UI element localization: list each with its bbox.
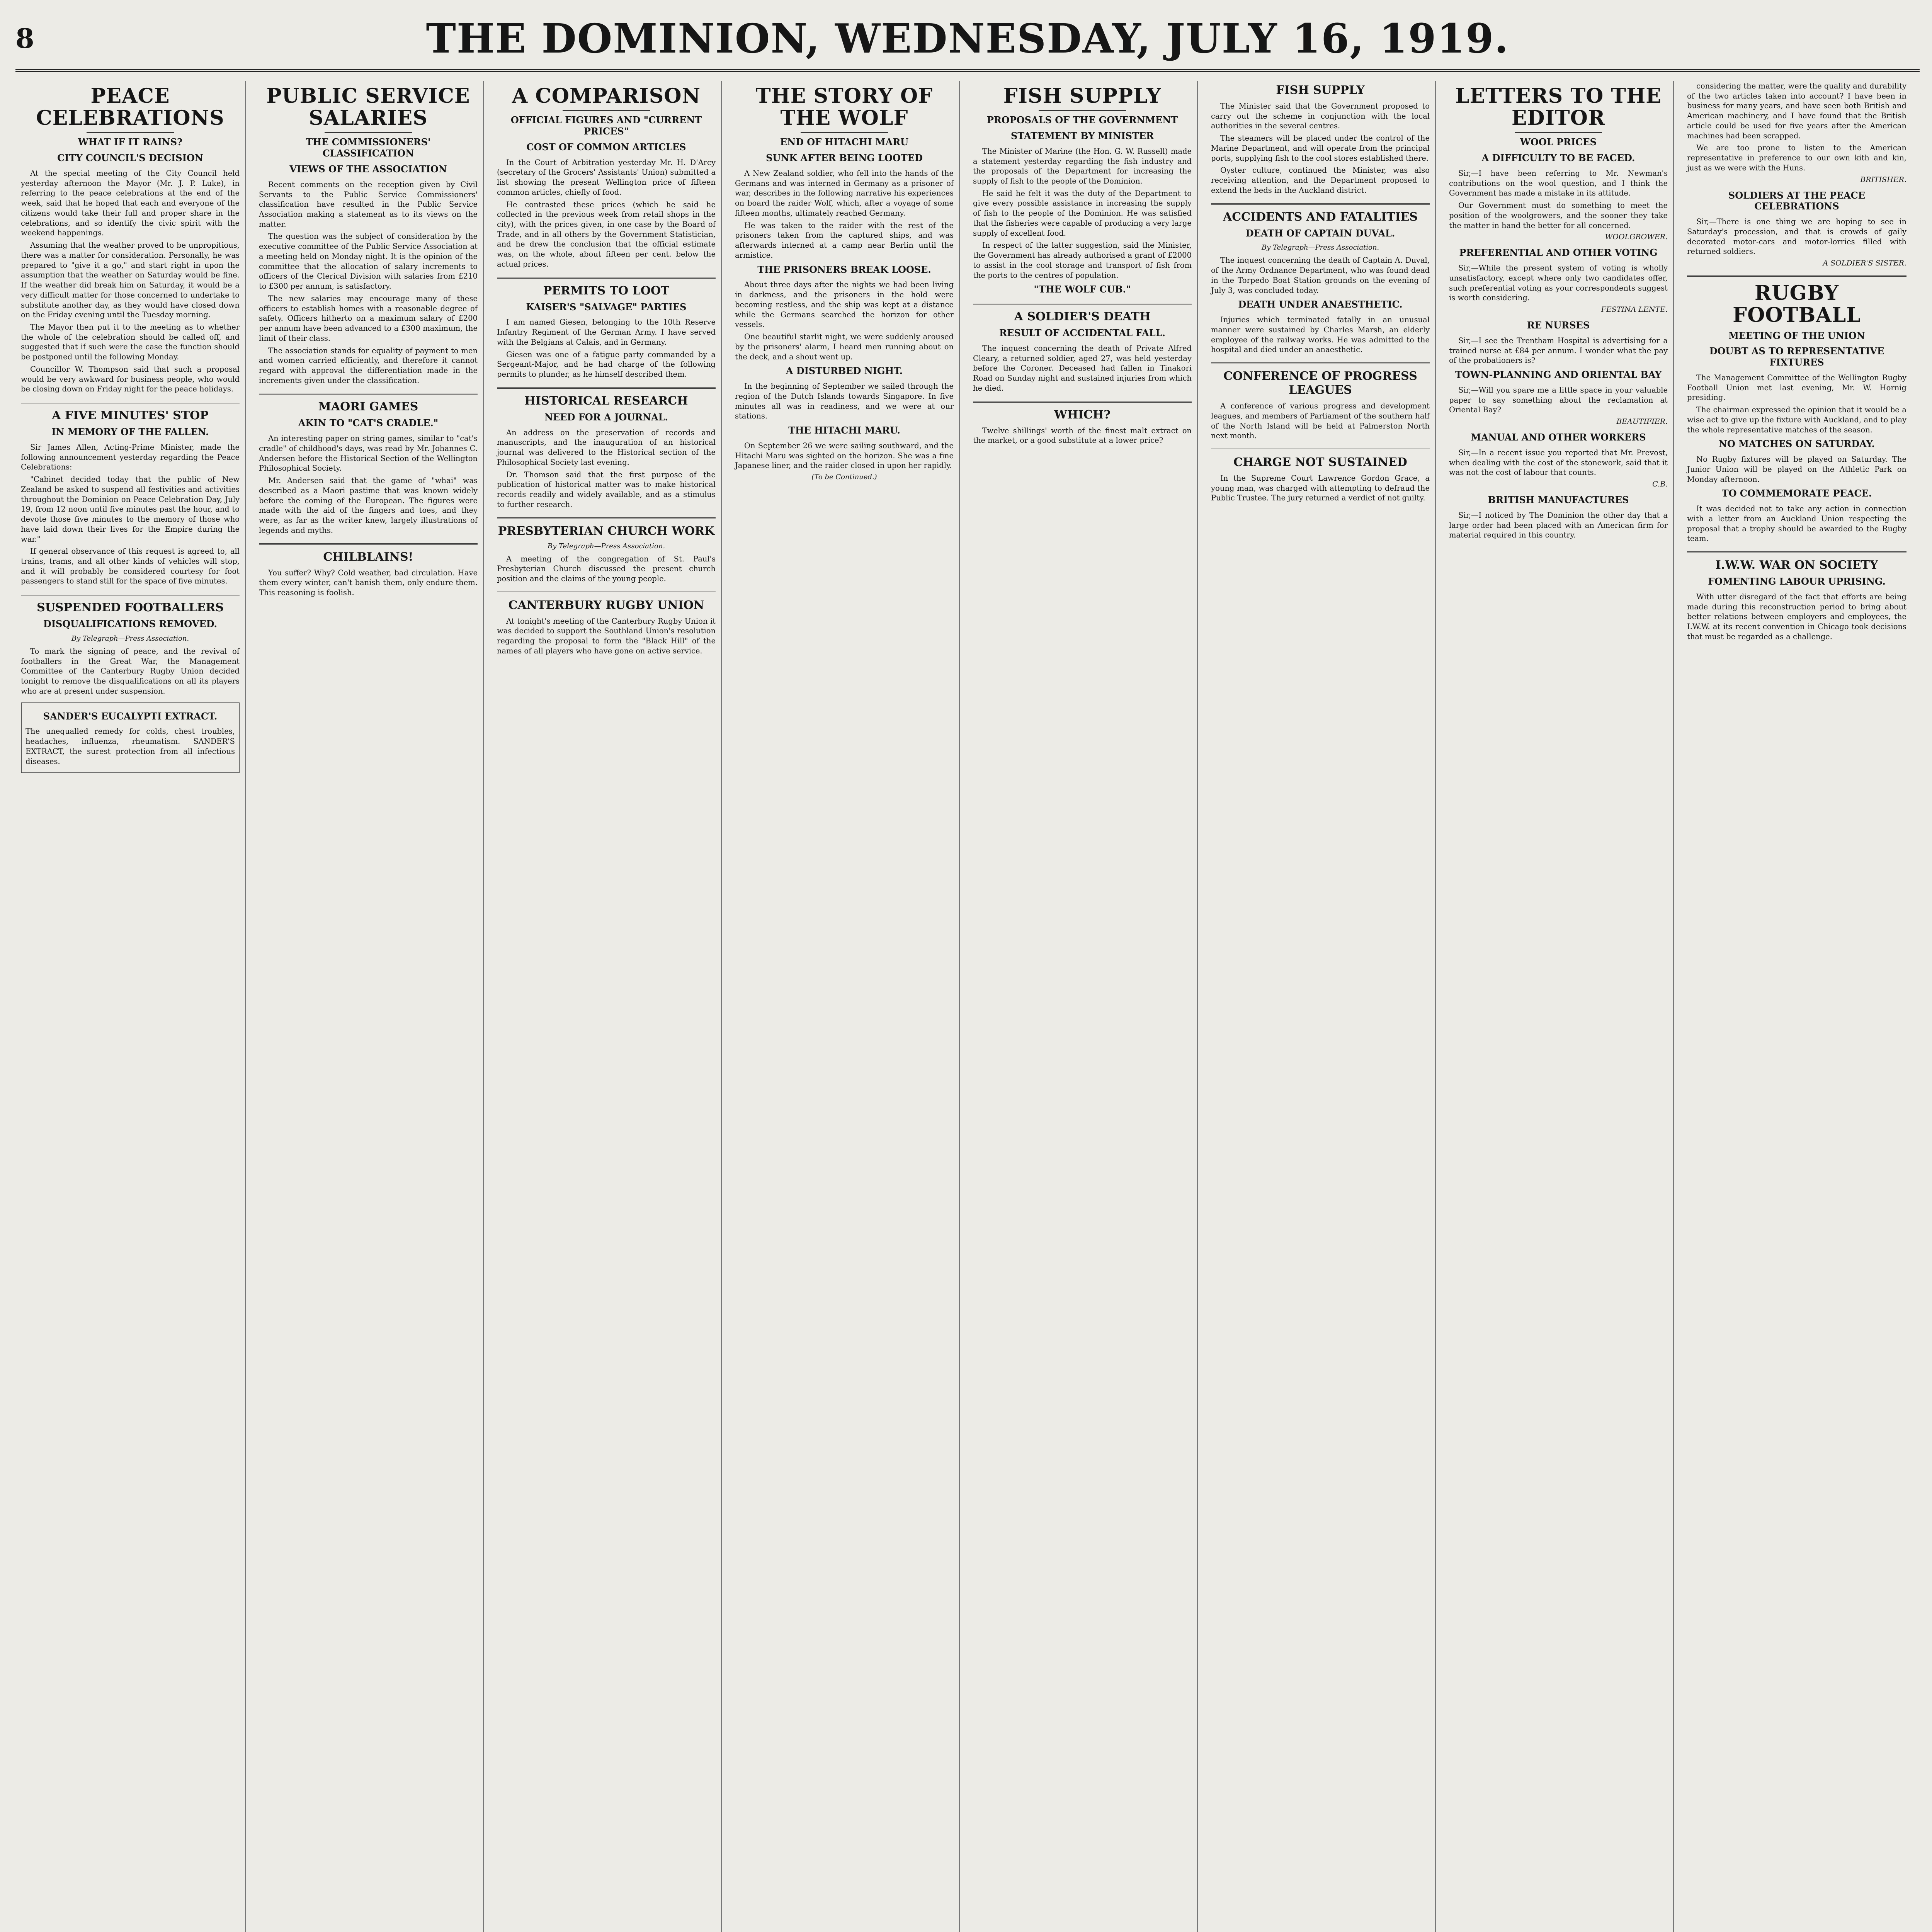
article-paragraph: The Minister of Marine (the Hon. G. W. Russell) made a statement yesterday regarding the fish industry and the proposals of the Department for increasing the supply of fish to the people of the Dominion. (973, 146, 1192, 185)
article-paragraph: Sir,—In a recent issue you reported that Mr. Prevost, when dealing with the cost of the stonework, said that it was not the cost of labour that counts. (1449, 448, 1668, 477)
article-paragraph: He said he felt it was the duty of the Department to give every possible assistance in increasing the supply of fish to the people of the Dominion. He was satisfied that the fisheries were capable of producing a very large supply of excellent food. (973, 189, 1192, 238)
divider (87, 132, 174, 133)
article-paragraph: He contrasted these prices (which he said he collected in the previous week from retail shops in the city), with the prices given, in one case by the Board of Trade, and in all others by the Government Statistician, and he drew the conclusion that the official estimate was, on the whole, about fifteen per cent. below the actual prices. (497, 200, 716, 269)
article-paragraph: A New Zealand soldier, who fell into the hands of the Germans and was interned in Germany as a prisoner of war, describes in the following narrative his experiences on board the raider Wolf, which, after a voyage of some fifteen months, ultimately reached Germany. (735, 168, 954, 218)
ad-title: SANDER'S EUCALYPTI EXTRACT. (43, 710, 218, 722)
article-subheading: THE HITACHI MARU. (788, 424, 900, 436)
article-subheading: TO COMMEMORATE PEACE. (1721, 488, 1872, 499)
article-heading: A FIVE MINUTES' STOP (52, 409, 209, 423)
article-subheading: DEATH OF CAPTAIN DUVAL. (1245, 227, 1395, 239)
divider (973, 401, 1192, 403)
article-paragraph: Twelve shillings' worth of the finest malt extract on the market, or a good substitute at a lower price? (973, 426, 1192, 445)
article-paragraph: Giesen was one of a fatigue party commanded by a Sergeant-Major, and he had charge of the following permits to plunder, as he himself described them. (497, 350, 716, 379)
article-paragraph: I am named Giesen, belonging to the 10th Reserve Infantry Regiment of the German Army. I have served with the Belgians at Calais, and in Germany. (497, 318, 716, 347)
article-heading: PERMITS TO LOOT (543, 284, 670, 298)
divider (1687, 551, 1906, 553)
article-paragraph: The association stands for equality of payment to men and women carried efficiently, and therefore it cannot regard with approval the differentiation made in the increments given under the classification. (259, 346, 478, 385)
article-heading: HISTORICAL RESEARCH (524, 394, 688, 408)
divider (801, 132, 888, 133)
masthead (15, 11, 1920, 72)
article-subheading: DEATH UNDER ANAESTHETIC. (1238, 299, 1403, 310)
article-subheading: MANUAL AND OTHER WORKERS (1471, 432, 1646, 443)
byline: By Telegraph—Press Association. (1261, 243, 1379, 252)
article-paragraph: You suffer? Why? Cold weather, bad circulation. Have them every winter, can't banish them, only endure them. This reasoning is foolish. (259, 568, 478, 597)
article-paragraph: He was taken to the raider with the rest of the prisoners taken from the captured ships, and was afterwards interned at a camp near Berlin until the armistice. (735, 221, 954, 260)
article-paragraph: If general observance of this request is agreed to, all trains, trams, and all other kinds of vehicles will stop, and it will probably be considered courtesy for foot passengers to stand still for the space of five minutes. (21, 547, 240, 586)
article-paragraph: To mark the signing of peace, and the revival of footballers in the Great War, the Management Committee of the Canterbury Rugby Union decided tonight to remove the disqualifications on all its players who are at present under suspension. (21, 647, 240, 696)
divider (259, 393, 478, 395)
article-paragraph: In the Supreme Court Lawrence Gordon Grace, a young man, was charged with attempting to defraud the Public Trustee. The jury returned a verdict of not guilty. (1211, 474, 1430, 503)
column-2 (253, 81, 484, 1932)
article-heading: LETTERS TO THE EDITOR (1455, 84, 1662, 130)
article-subheading: WHAT IF IT RAINS? (78, 136, 183, 148)
ad-body: The unequalled remedy for colds, chest troubles, headaches, influenza, rheumatism. SANDER'S EXTRACT, the surest protection from all infectious diseases. (26, 727, 235, 766)
article-paragraph: "Cabinet decided today that the public of New Zealand be asked to suspend all festivities and activities throughout the Dominion on Peace Celebration Day, July 19, from 12 noon until five minutes past the hour, and to devote those five minutes to the memory of those who have laid down their lives for the Empire during the war." (21, 475, 240, 544)
article-paragraph: Sir,—While the present system of voting is wholly unsatisfactory, except where only two candidates offer, such preferential voting as your correspondents suggest is worth considering. (1449, 264, 1668, 303)
article-heading: A SOLDIER'S DEATH (1014, 310, 1151, 324)
article-heading: FISH SUPPLY (1276, 83, 1365, 97)
byline: By Telegraph—Press Association. (71, 634, 189, 643)
article-subheading: END OF HITACHI MARU (780, 136, 909, 148)
article-paragraph: Injuries which terminated fatally in an unusual manner were sustained by Charles Marsh, an elderly employee of the railway works. He was admitted to the hospital and died under an anaesthetic. (1211, 315, 1430, 354)
article-paragraph: The steamers will be placed under the control of the Marine Department, and will operate from the principal ports, supplying fish to the cool stores established there. (1211, 134, 1430, 163)
article-heading: RUGBY FOOTBALL (1733, 281, 1861, 327)
divider (497, 592, 716, 593)
article-subheading: TOWN-PLANNING AND ORIENTAL BAY (1455, 369, 1662, 381)
article-paragraph: An interesting paper on string games, similar to "cat's cradle" of childhood's days, was read by Mr. Johannes C. Andersen before the Historical Section of the Wellington Philosophical Society. (259, 434, 478, 473)
article-subheading: RESULT OF ACCIDENTAL FALL. (999, 327, 1165, 339)
divider (325, 132, 412, 133)
letter-signature: BRITISHER. (1860, 175, 1906, 184)
article-subheading: RE NURSES (1527, 320, 1590, 331)
article-subheading: A DISTURBED NIGHT. (786, 365, 903, 377)
article-paragraph: The question was the subject of consideration by the executive committee of the Public Service Association at a meeting held on Monday night. It is the opinion of the committee that the allocation of salary increments to officers of the Clerical Division with salaries from £210 to £300 per annum, is satisfactory. (259, 232, 478, 291)
article-paragraph: Assuming that the weather proved to be unpropitious, there was a matter for consideration. Personally, he was prepared to "give it a go," and start right in upon the assumption that the weather on Saturday would be fine. If the weather did break him on Saturday, it would be a very difficult matter for those concerned to undertake to substitute another day, as they would have closed down on the Friday evening until the Tuesday morning. (21, 241, 240, 320)
article-subheading: DOUBT AS TO REPRESENTATIVE FIXTURES (1709, 345, 1884, 368)
article-paragraph: Sir,—I have been referring to Mr. Newman's contributions on the wool question, and I think the Government has made a mistake in its attitude. (1449, 168, 1668, 198)
article-paragraph: A conference of various progress and development leagues, and members of Parliament of the southern half of the North Island will be held at Palmerston North next month. (1211, 401, 1430, 440)
article-paragraph: It was decided not to take any action in connection with a letter from an Auckland Union respecting the proposal that a trophy should be awarded to the Rugby team. (1687, 504, 1906, 543)
column-7 (1444, 81, 1674, 1932)
article-heading: A COMPARISON (512, 84, 701, 108)
article-paragraph: The chairman expressed the opinion that it would be a wise act to give up the fixture with Auckland, and to play the whole representative matches of the season. (1687, 405, 1906, 434)
article-subheading: FOMENTING LABOUR UPRISING. (1708, 576, 1886, 587)
article-subheading: BRITISH MANUFACTURES (1488, 494, 1629, 506)
article-subheading: SUNK AFTER BEING LOOTED (766, 152, 923, 164)
article-paragraph: At the special meeting of the City Council held yesterday afternoon the Mayor (Mr. J. P. Luke), in referring to the peace celebrations at the end of the week, said that he hoped that each and everyone of the citizens would take their full and proper share in the celebrations, and so identify the civic spirit with the weekend happenings. (21, 168, 240, 238)
article-heading: ACCIDENTS AND FATALITIES (1223, 210, 1418, 224)
article-paragraph: One beautiful starlit night, we were suddenly aroused by the prisoners' alarm, I heard men running about on the deck, and a shout went up. (735, 332, 954, 361)
letter-signature: WOOLGROWER. (1605, 233, 1668, 242)
article-paragraph: A meeting of the congregation of St. Paul's Presbyterian Church discussed the present church position and the claims of the young people. (497, 554, 716, 583)
article-subheading: VIEWS OF THE ASSOCIATION (289, 163, 447, 175)
divider (21, 402, 240, 403)
article-heading: I.W.W. WAR ON SOCIETY (1715, 558, 1878, 572)
article-subheading: PREFERENTIAL AND OTHER VOTING (1459, 247, 1658, 259)
article-paragraph: Sir,—Will you spare me a little space in your valuable paper to say something about the reclamation at Oriental Bay? (1449, 385, 1668, 415)
article-subheading: PROPOSALS OF THE GOVERNMENT (986, 114, 1178, 126)
article-heading: CHARGE NOT SUSTAINED (1233, 456, 1407, 469)
article-paragraph: The Mayor then put it to the meeting as to whether the whole of the celebration should be called off, and suggested that if such were the case the function should be postponed until the following Monday. (21, 322, 240, 362)
article-paragraph: Oyster culture, continued the Minister, was also receiving attention, and the Department proposed to extend the beds in the Auckland district. (1211, 166, 1430, 195)
article-heading: PEACE CELEBRATIONS (36, 84, 224, 130)
article-subheading: SOLDIERS AT THE PEACE CELEBRATIONS (1728, 189, 1866, 212)
article-paragraph: In respect of the latter suggestion, said the Minister, the Government has already authorised a grant of £2000 to assist in the cool storage and transport of fish from the ports to the centres of population. (973, 241, 1192, 280)
page-number: 8 (15, 22, 34, 54)
article-subheading: WOOL PRICES (1520, 136, 1597, 148)
divider (973, 303, 1192, 304)
column-6 (1206, 81, 1436, 1932)
article-subheading: THE PRISONERS BREAK LOOSE. (757, 264, 931, 275)
article-paragraph: In the beginning of September we sailed through the region of the Dutch Islands towards Singapore. In five minutes all was in readiness, and we were at our stations. (735, 382, 954, 421)
letter-signature: A SOLDIER'S SISTER. (1823, 259, 1906, 268)
article-subheading: A DIFFICULTY TO BE FACED. (1481, 152, 1635, 164)
article-paragraph: With utter disregard of the fact that efforts are being made during this reconstruction period to bring about better relations between employers and employees, the I.W.W. at its recent convention in Chicago took decisions that must be regarded as a challenge. (1687, 592, 1906, 641)
advertisement (21, 702, 240, 774)
divider (259, 543, 478, 545)
article-subheading: THE COMMISSIONERS' CLASSIFICATION (306, 136, 431, 159)
article-subheading: NO MATCHES ON SATURDAY. (1719, 438, 1875, 450)
article-paragraph: Sir James Allen, Acting-Prime Minister, made the following announcement yesterday regarding the Peace Celebrations: (21, 442, 240, 472)
article-paragraph: Our Government must do something to meet the position of the woolgrowers, and the sooner they take the matter in hand the better for all concerned. (1449, 201, 1668, 230)
article-subheading: AKIN TO "CAT'S CRADLE." (298, 417, 439, 429)
letter-signature: BEAUTIFIER. (1616, 417, 1668, 426)
article-heading: WHICH? (1054, 408, 1111, 422)
article-paragraph: The new salaries may encourage many of these officers to establish homes with a reasonable degree of safety. Officers hitherto on a maximum salary of £200 per annum have been advanced to a £300 maximum, the limit of their class. (259, 294, 478, 343)
article-subheading: NEED FOR A JOURNAL. (544, 411, 668, 423)
column-8 (1682, 81, 1912, 1932)
article-paragraph: considering the matter, were the quality and durability of the two articles taken into account? I have been in business for many years, and have seen both British and American machinery, and I have found that the British article could be used for five years after the American machines had been scrapped. (1687, 82, 1906, 140)
column-3 (492, 81, 722, 1932)
article-paragraph: Recent comments on the reception given by Civil Servants to the Public Service Commissioners' classification have resulted in the Public Service Association making a statement as to its views on the matter. (259, 180, 478, 229)
article-paragraph: Sir,—There is one thing we are hoping to see in Saturday's procession, and that is crowds of gaily decorated motor-cars and motor-lorries filled with returned soldiers. (1687, 217, 1906, 256)
article-paragraph: The inquest concerning the death of Private Alfred Cleary, a returned soldier, aged 27, was held yesterday before the Coroner. Deceased had fallen in Tinakori Road on Sunday night and sustained injuries from which he died. (973, 344, 1192, 393)
article-paragraph: Sir,—I noticed by The Dominion the other day that a large order had been placed with an American firm for material required in this country. (1449, 510, 1668, 540)
article-heading: FISH SUPPLY (1003, 84, 1162, 108)
divider (497, 517, 716, 519)
article-subheading: "THE WOLF CUB." (1034, 284, 1131, 295)
article-heading: SUSPENDED FOOTBALLERS (37, 601, 224, 615)
article-paragraph: An address on the preservation of records and manuscripts, and the inauguration of an historical journal was delivered to the Historical section of the Philosophical Society last evening. (497, 428, 716, 467)
divider (1211, 203, 1430, 205)
paper-title: THE DOMINION, WEDNESDAY, JULY 16, 1919. (426, 15, 1509, 62)
article-subheading: OFFICIAL FIGURES AND "CURRENT PRICES" (510, 114, 702, 137)
article-paragraph: We are too prone to listen to the American representative in preference to our own kith and kin, just as we were with the Huns. (1687, 143, 1906, 172)
article-heading: PRESBYTERIAN CHURCH WORK (498, 524, 715, 538)
divider (563, 110, 650, 111)
divider (1211, 449, 1430, 450)
divider (21, 594, 240, 595)
article-heading: CONFERENCE OF PROGRESS LEAGUES (1223, 369, 1417, 397)
divider (1515, 132, 1602, 133)
article-heading: MAORI GAMES (318, 400, 418, 414)
columns (15, 81, 1920, 1932)
article-paragraph: No Rugby fixtures will be played on Saturday. The Junior Union will be played on the Athletic Park on Monday afternoon. (1687, 455, 1906, 484)
article-paragraph: The Management Committee of the Wellington Rugby Football Union met last evening, Mr. W. Hornig presiding. (1687, 373, 1906, 402)
article-subheading: DISQUALIFICATIONS REMOVED. (43, 618, 217, 630)
article-paragraph: The inquest concerning the death of Captain A. Duval, of the Army Ordnance Department, who was found dead in the Torpedo Boat Station grounds on the evening of July 3, was concluded today. (1211, 256, 1430, 295)
article-heading: CHILBLAINS! (323, 550, 413, 564)
divider (1687, 275, 1906, 277)
article-paragraph: About three days after the nights we had been living in darkness, and the prisoners in the hold were becoming restless, and the ship was kept at a distance while the Germans searched the horizon for other vessels. (735, 280, 954, 329)
article-paragraph: Councillor W. Thompson said that such a proposal would be very awkward for business people, who would be closing down on Friday night for the peace holidays. (21, 364, 240, 394)
article-paragraph: Mr. Andersen said that the game of "whai" was described as a Maori pastime that was known widely before the coming of the European. The figures were made with the aid of the fingers and toes, and they were, as far as the writer knew, largely illustrations of legends and myths. (259, 476, 478, 535)
article-heading: CANTERBURY RUGBY UNION (508, 598, 704, 612)
article-paragraph: At tonight's meeting of the Canterbury Rugby Union it was decided to support the Southland Union's resolution regarding the proposal to form the "Black Hill" of the names of all players who have gone on active service. (497, 616, 716, 655)
divider (1039, 110, 1126, 111)
article-subheading: CITY COUNCIL'S DECISION (57, 152, 203, 164)
article-subheading: MEETING OF THE UNION (1728, 330, 1865, 341)
divider (1211, 362, 1430, 364)
article-paragraph: Sir,—I see the Trentham Hospital is advertising for a trained nurse at £84 per annum. I wonder what the pay of the probationers is? (1449, 336, 1668, 365)
column-1 (15, 81, 246, 1932)
article-heading: THE STORY OF THE WOLF (755, 84, 933, 130)
article-paragraph: On September 26 we were sailing southward, and the Hitachi Maru was sighted on the horizon. She was a fine Japanese liner, and the raider closed in upon her rapidly. (735, 441, 954, 470)
continued-note: (To be Continued.) (811, 473, 877, 481)
article-subheading: STATEMENT BY MINISTER (1010, 130, 1154, 141)
article-subheading: IN MEMORY OF THE FALLEN. (51, 426, 209, 438)
letter-signature: FESTINA LENTE. (1601, 305, 1668, 314)
column-5 (968, 81, 1198, 1932)
article-heading: PUBLIC SERVICE SALARIES (266, 84, 470, 130)
article-paragraph: Dr. Thomson said that the first purpose of the publication of historical matter was to make historical records readily and widely available, and as a stimulus to further research. (497, 470, 716, 509)
byline: By Telegraph—Press Association. (547, 542, 665, 550)
article-subheading: KAISER'S "SALVAGE" PARTIES (526, 301, 687, 313)
letter-signature: C.B. (1652, 480, 1668, 489)
divider (497, 277, 716, 279)
article-paragraph: The Minister said that the Government proposed to carry out the scheme in conjunction with the local authorities in the several centres. (1211, 102, 1430, 131)
article-subheading: COST OF COMMON ARTICLES (526, 141, 686, 153)
article-paragraph: In the Court of Arbitration yesterday Mr. H. D'Arcy (secretary of the Grocers' Assistants' Union) submitted a list showing the present Wellington price of fifteen common articles, chiefly of food. (497, 158, 716, 197)
divider (497, 387, 716, 389)
column-4 (730, 81, 960, 1932)
